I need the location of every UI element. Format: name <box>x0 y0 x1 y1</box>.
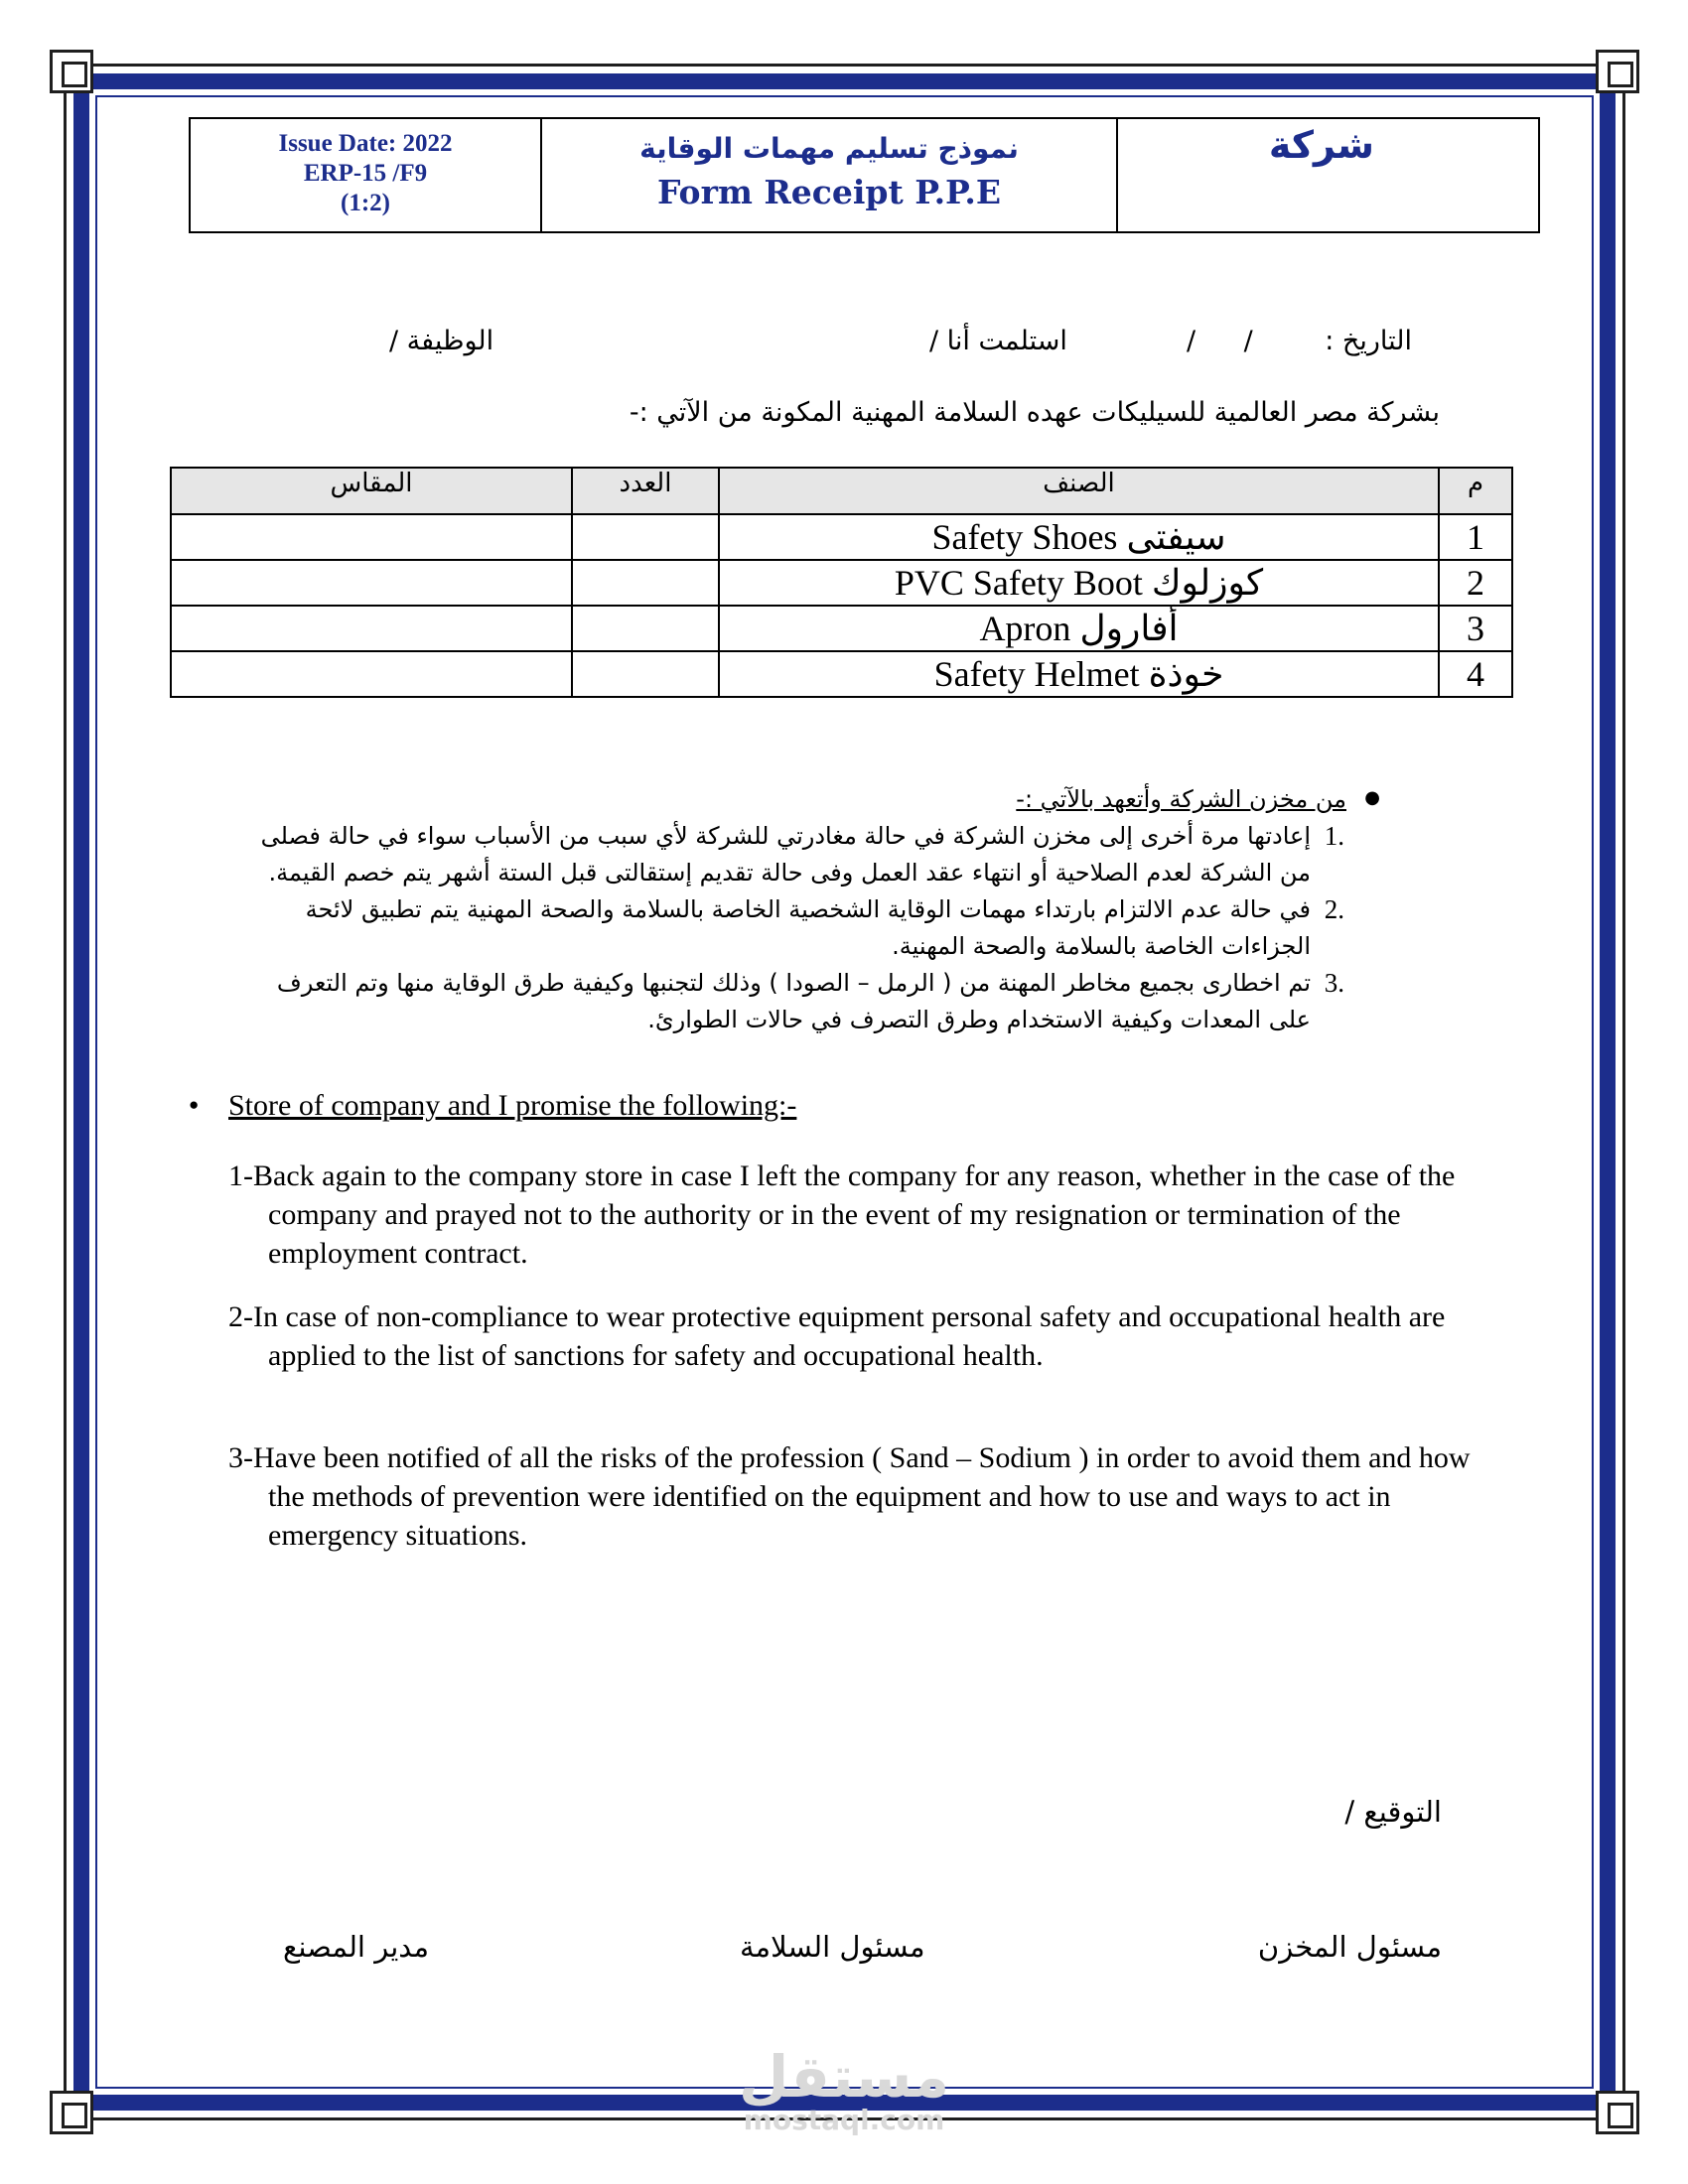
safety-officer-signature: مسئول السلامة <box>740 1930 925 1964</box>
size-cell <box>171 514 572 560</box>
form-title-english: Form Receipt P.P.E <box>656 173 1002 211</box>
list-item: 3-Have been notified of all the risks of the profession ( Sand – Sodium ) in order to avoid them and how the methods of prevention were identified on the equipment and how to use and ways to act in emergency situations. <box>228 1441 1471 1552</box>
row-number-cell: 1 <box>1439 514 1512 560</box>
quantity-cell <box>572 514 719 560</box>
table-row <box>171 606 1512 651</box>
item-cell: Apron أفارول <box>719 606 1439 651</box>
document-control-info <box>191 119 542 231</box>
item-cell: Safety Shoes سيفتى <box>719 514 1439 560</box>
watermark <box>735 2043 953 2136</box>
item-cell: PVC Safety Boot كوزلوك <box>719 560 1439 606</box>
size-cell <box>171 651 572 697</box>
corner-ornament-top-left <box>50 50 93 93</box>
company-label: شركة <box>1268 123 1374 167</box>
bullet-icon: ● <box>189 1095 200 1114</box>
date-field-label: التاريخ : <box>1325 326 1412 356</box>
form-title <box>542 119 1118 231</box>
row-number-cell: 3 <box>1439 606 1512 651</box>
size-cell <box>171 606 572 651</box>
issue-date: Issue Date: 2022 <box>278 130 453 157</box>
corner-ornament-bottom-right <box>1596 2091 1639 2134</box>
table-row <box>171 514 1512 560</box>
list-item: .2 في حالة عدم الالتزام بارتداء مهمات الوقاية الشخصية الخاصة بالسلامة والصحة المهنية يتم تطبيق لائحة الجزاءات الخاصة بالسلامة والصحة المهنية. <box>305 894 1344 960</box>
row-number-cell: 4 <box>1439 651 1512 697</box>
watermark-arabic: مستقل <box>738 2043 950 2111</box>
table-row <box>171 651 1512 697</box>
company-cell <box>1118 119 1538 231</box>
column-header-size: المقاس <box>171 468 572 514</box>
received-by-label: استلمت أنا / <box>929 326 1067 356</box>
date-field-blank: / / <box>1187 326 1253 356</box>
pledge-arabic <box>253 781 1380 1038</box>
row-number-cell: 2 <box>1439 560 1512 606</box>
quantity-cell <box>572 560 719 606</box>
pledge-arabic-heading: ● من مخزن الشركة وأتعهد بالآتي :- <box>253 781 1380 818</box>
table-header-row <box>171 468 1512 514</box>
form-header <box>189 117 1540 233</box>
table-row <box>171 560 1512 606</box>
corner-ornament-bottom-left <box>50 2091 93 2134</box>
list-item: 2-In case of non-compliance to wear protective equipment personal safety and occupational health are applied to the list of sanctions for safety and occupational health. <box>228 1300 1446 1372</box>
form-title-arabic: نموذج تسليم مهمات الوقاية <box>639 132 1019 165</box>
quantity-cell <box>572 606 719 651</box>
signature-label: التوقيع / <box>1344 1795 1442 1829</box>
pledge-arabic-list <box>253 818 1380 1038</box>
list-item: .1 إعادتها مرة أخرى إلى مخزن الشركة في حالة مغادرتي للشركة لأي سبب من الأسباب سواء في حالة فصلى من الشركة لعدم الصلاحية أو انتهاء عقد العمل وفى حالة تقديم إستقالتى قبل الستة أشهر يتم خصم القيمة. <box>260 821 1344 887</box>
form-code: ERP-15 /F9 <box>303 160 428 187</box>
column-header-quantity: العدد <box>572 468 719 514</box>
list-item: .3 تم اخطارى بجميع مخاطر المهنة من ( الرمل – الصودا ) وذلك لتجنبها وكيفية طرق الوقاية منها وتم التعرف على المعدات وكيفية الاستخدام وطرق التصرف في حالات الطوارئ. <box>276 968 1344 1033</box>
watermark-english: mostaql.com <box>743 2104 945 2136</box>
job-title-label: الوظيفة / <box>389 326 494 356</box>
item-cell: Safety Helmet خوذة <box>719 651 1439 697</box>
quantity-cell <box>572 651 719 697</box>
size-cell <box>171 560 572 606</box>
column-header-item: الصنف <box>719 468 1439 514</box>
page-number: (1:2) <box>341 190 390 216</box>
column-header-number: م <box>1439 468 1512 514</box>
list-item: 1-Back again to the company store in case I left the company for any reason, whether in the case of the company and prayed not to the authority or in the event of my resignation or termination of the employment contract. <box>228 1160 1456 1270</box>
intro-statement: بشركة مصر العالمية للسيليكات عهده السلامة المهنية المكونة من الآتي :- <box>629 397 1440 428</box>
store-officer-signature: مسئول المخزن <box>1257 1930 1442 1964</box>
corner-ornament-top-right <box>1596 50 1639 93</box>
ppe-items-table <box>170 467 1513 698</box>
factory-manager-signature: مدير المصنع <box>283 1930 430 1964</box>
